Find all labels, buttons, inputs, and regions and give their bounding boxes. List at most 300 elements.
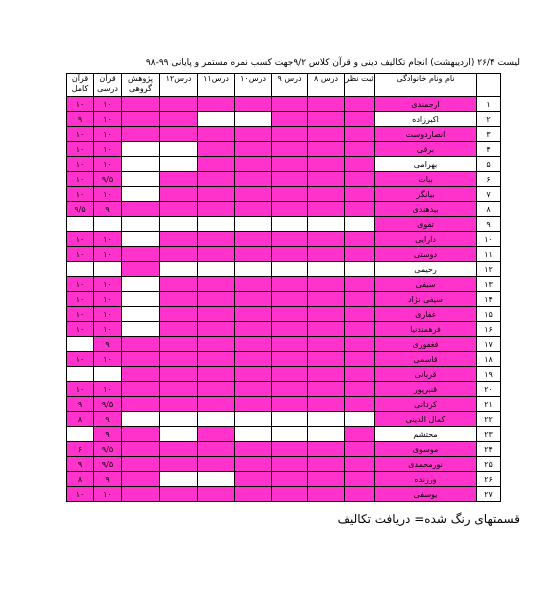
cell-lesson-10	[235, 112, 272, 127]
cell-quran-darsi	[94, 367, 122, 382]
cell-quran-kamel	[67, 427, 94, 442]
cell-quran-darsi: ۹/۵	[94, 442, 122, 457]
cell-group-research	[122, 322, 160, 337]
cell-opinion	[345, 307, 375, 322]
cell-lesson-8	[308, 127, 345, 142]
cell-lesson-8	[308, 97, 345, 112]
cell-quran-kamel: ۸	[67, 472, 94, 487]
cell-quran-kamel: ۱۰	[67, 307, 94, 322]
cell-row-number: ۲۲	[477, 412, 501, 427]
cell-student-name: قربانی	[375, 367, 477, 382]
cell-opinion	[345, 352, 375, 367]
cell-lesson-9	[272, 112, 308, 127]
cell-group-research	[122, 142, 160, 157]
cell-lesson-10	[235, 217, 272, 232]
header-lesson-10: درس۱۰	[235, 74, 272, 97]
cell-group-research	[122, 232, 160, 247]
cell-opinion	[345, 367, 375, 382]
cell-student-name: کمال الدینی	[375, 412, 477, 427]
cell-lesson-9	[272, 352, 308, 367]
cell-lesson-10	[235, 232, 272, 247]
cell-lesson-12	[160, 172, 198, 187]
cell-quran-kamel: ۱۰	[67, 322, 94, 337]
cell-quran-kamel: ۱۰	[67, 247, 94, 262]
cell-lesson-11	[198, 292, 235, 307]
cell-lesson-11	[198, 382, 235, 397]
table-row	[67, 487, 501, 502]
cell-lesson-12	[160, 202, 198, 217]
cell-lesson-9	[272, 292, 308, 307]
cell-lesson-8	[308, 352, 345, 367]
cell-lesson-12	[160, 307, 198, 322]
cell-lesson-12	[160, 127, 198, 142]
cell-opinion	[345, 262, 375, 277]
cell-row-number: ۱۴	[477, 292, 501, 307]
cell-lesson-12	[160, 157, 198, 172]
cell-lesson-10	[235, 142, 272, 157]
table-row	[67, 187, 501, 202]
cell-student-name: غفاری	[375, 307, 477, 322]
cell-lesson-10	[235, 487, 272, 502]
cell-quran-darsi	[94, 262, 122, 277]
cell-student-name: فغفوری	[375, 337, 477, 352]
cell-student-name: محتشم	[375, 427, 477, 442]
cell-lesson-12	[160, 457, 198, 472]
cell-lesson-9	[272, 367, 308, 382]
cell-opinion	[345, 487, 375, 502]
cell-opinion	[345, 397, 375, 412]
table-row	[67, 337, 501, 352]
cell-quran-kamel: ۶	[67, 442, 94, 457]
cell-lesson-9	[272, 142, 308, 157]
cell-group-research	[122, 97, 160, 112]
cell-student-name: دوستی	[375, 247, 477, 262]
cell-quran-kamel: ۱۰	[67, 157, 94, 172]
cell-lesson-12	[160, 142, 198, 157]
cell-group-research	[122, 367, 160, 382]
cell-lesson-10	[235, 352, 272, 367]
cell-lesson-9	[272, 427, 308, 442]
cell-quran-darsi: ۱۰	[94, 487, 122, 502]
cell-lesson-8	[308, 427, 345, 442]
cell-lesson-11	[198, 217, 235, 232]
cell-quran-kamel: ۱۰	[67, 277, 94, 292]
cell-lesson-8	[308, 232, 345, 247]
cell-opinion	[345, 142, 375, 157]
cell-opinion	[345, 292, 375, 307]
cell-row-number: ۱۱	[477, 247, 501, 262]
cell-lesson-8	[308, 367, 345, 382]
cell-lesson-10	[235, 472, 272, 487]
cell-lesson-12	[160, 352, 198, 367]
cell-quran-darsi: ۹	[94, 202, 122, 217]
cell-lesson-11	[198, 247, 235, 262]
cell-group-research	[122, 487, 160, 502]
table-row	[67, 217, 501, 232]
cell-lesson-8	[308, 157, 345, 172]
cell-row-number: ۱	[477, 97, 501, 112]
header-lesson-12: درس۱۲	[160, 74, 198, 97]
cell-group-research	[122, 172, 160, 187]
cell-lesson-12	[160, 367, 198, 382]
cell-lesson-11	[198, 352, 235, 367]
cell-lesson-11	[198, 367, 235, 382]
cell-lesson-12	[160, 112, 198, 127]
cell-lesson-11	[198, 127, 235, 142]
cell-student-name: قاسمی	[375, 352, 477, 367]
cell-lesson-10	[235, 202, 272, 217]
cell-group-research	[122, 412, 160, 427]
cell-group-research	[122, 337, 160, 352]
cell-quran-darsi: ۱۰	[94, 382, 122, 397]
cell-row-number: ۱۵	[477, 307, 501, 322]
table-row	[67, 442, 501, 457]
table-row	[67, 292, 501, 307]
cell-lesson-10	[235, 97, 272, 112]
cell-quran-kamel	[67, 367, 94, 382]
homework-table	[66, 73, 501, 502]
cell-lesson-8	[308, 292, 345, 307]
cell-lesson-11	[198, 97, 235, 112]
cell-row-number: ۸	[477, 202, 501, 217]
cell-row-number: ۹	[477, 217, 501, 232]
table-row	[67, 307, 501, 322]
cell-lesson-9	[272, 337, 308, 352]
table-row	[67, 277, 501, 292]
cell-lesson-11	[198, 412, 235, 427]
cell-lesson-8	[308, 172, 345, 187]
cell-opinion	[345, 412, 375, 427]
cell-group-research	[122, 247, 160, 262]
cell-lesson-9	[272, 472, 308, 487]
cell-student-name: قنبرپور	[375, 382, 477, 397]
cell-lesson-8	[308, 277, 345, 292]
cell-lesson-10	[235, 397, 272, 412]
cell-lesson-9	[272, 487, 308, 502]
cell-lesson-9	[272, 172, 308, 187]
cell-row-number: ۳	[477, 127, 501, 142]
cell-lesson-12	[160, 292, 198, 307]
header-group-research: پژوهش گروهی	[122, 74, 160, 97]
cell-group-research	[122, 352, 160, 367]
table-row	[67, 232, 501, 247]
cell-student-name: فرهمندنیا	[375, 322, 477, 337]
cell-quran-kamel	[67, 262, 94, 277]
table-row	[67, 202, 501, 217]
cell-quran-darsi: ۹/۵	[94, 172, 122, 187]
header-number	[477, 74, 501, 97]
cell-quran-kamel: ۹	[67, 112, 94, 127]
cell-student-name: نورمحمدی	[375, 457, 477, 472]
header-quran-kamel: قرآن کامل	[67, 74, 94, 97]
cell-lesson-10	[235, 292, 272, 307]
cell-lesson-11	[198, 442, 235, 457]
cell-quran-darsi: ۱۰	[94, 127, 122, 142]
table-row	[67, 367, 501, 382]
table-row	[67, 262, 501, 277]
table-row	[67, 247, 501, 262]
cell-lesson-10	[235, 367, 272, 382]
cell-student-name: برقی	[375, 142, 477, 157]
header-opinion: ثبت نظر	[345, 74, 375, 97]
table-body	[67, 97, 501, 502]
cell-lesson-11	[198, 487, 235, 502]
cell-group-research	[122, 397, 160, 412]
cell-group-research	[122, 157, 160, 172]
cell-lesson-12	[160, 337, 198, 352]
cell-lesson-11	[198, 337, 235, 352]
cell-group-research	[122, 457, 160, 472]
cell-group-research	[122, 427, 160, 442]
cell-student-name: ورزنده	[375, 472, 477, 487]
cell-lesson-11	[198, 187, 235, 202]
cell-lesson-10	[235, 127, 272, 142]
cell-quran-kamel: ۱۰	[67, 352, 94, 367]
cell-lesson-11	[198, 172, 235, 187]
cell-student-name: موسوی	[375, 442, 477, 457]
cell-lesson-10	[235, 277, 272, 292]
cell-lesson-8	[308, 202, 345, 217]
cell-group-research	[122, 292, 160, 307]
cell-student-name: تقوی	[375, 217, 477, 232]
cell-opinion	[345, 127, 375, 142]
cell-quran-darsi: ۱۰	[94, 187, 122, 202]
cell-opinion	[345, 172, 375, 187]
cell-group-research	[122, 262, 160, 277]
cell-row-number: ۲۴	[477, 442, 501, 457]
cell-lesson-9	[272, 442, 308, 457]
cell-lesson-8	[308, 442, 345, 457]
cell-student-name: کردانی	[375, 397, 477, 412]
cell-quran-darsi: ۱۰	[94, 352, 122, 367]
cell-row-number: ۱۰	[477, 232, 501, 247]
cell-lesson-12	[160, 262, 198, 277]
cell-quran-darsi: ۱۰	[94, 322, 122, 337]
cell-lesson-12	[160, 382, 198, 397]
cell-lesson-10	[235, 442, 272, 457]
cell-quran-kamel: ۱۰	[67, 487, 94, 502]
cell-lesson-12	[160, 412, 198, 427]
cell-group-research	[122, 112, 160, 127]
table-row	[67, 472, 501, 487]
cell-lesson-8	[308, 472, 345, 487]
cell-quran-darsi: ۹	[94, 337, 122, 352]
cell-lesson-11	[198, 142, 235, 157]
cell-lesson-12	[160, 472, 198, 487]
cell-quran-darsi: ۹/۵	[94, 397, 122, 412]
cell-quran-kamel: ۹	[67, 457, 94, 472]
cell-lesson-9	[272, 412, 308, 427]
cell-lesson-10	[235, 157, 272, 172]
cell-row-number: ۲	[477, 112, 501, 127]
table-row	[67, 112, 501, 127]
cell-lesson-10	[235, 322, 272, 337]
cell-quran-kamel	[67, 217, 94, 232]
cell-opinion	[345, 247, 375, 262]
cell-lesson-11	[198, 202, 235, 217]
cell-student-name: سیفی نژاد	[375, 292, 477, 307]
table-row	[67, 127, 501, 142]
cell-opinion	[345, 202, 375, 217]
cell-quran-darsi	[94, 217, 122, 232]
cell-group-research	[122, 307, 160, 322]
cell-lesson-12	[160, 187, 198, 202]
cell-lesson-10	[235, 382, 272, 397]
cell-row-number: ۲۵	[477, 457, 501, 472]
cell-quran-darsi: ۱۰	[94, 97, 122, 112]
cell-row-number: ۲۷	[477, 487, 501, 502]
cell-lesson-9	[272, 127, 308, 142]
cell-quran-kamel: ۱۰	[67, 232, 94, 247]
cell-opinion	[345, 337, 375, 352]
cell-quran-kamel	[67, 337, 94, 352]
cell-lesson-9	[272, 382, 308, 397]
cell-row-number: ۱۶	[477, 322, 501, 337]
table-row	[67, 382, 501, 397]
cell-row-number: ۱۳	[477, 277, 501, 292]
cell-opinion	[345, 97, 375, 112]
cell-lesson-8	[308, 112, 345, 127]
cell-lesson-8	[308, 382, 345, 397]
cell-lesson-10	[235, 457, 272, 472]
cell-lesson-10	[235, 427, 272, 442]
cell-quran-kamel: ۱۰	[67, 142, 94, 157]
cell-opinion	[345, 217, 375, 232]
cell-opinion	[345, 442, 375, 457]
cell-lesson-12	[160, 442, 198, 457]
cell-lesson-9	[272, 217, 308, 232]
cell-opinion	[345, 457, 375, 472]
cell-lesson-10	[235, 247, 272, 262]
cell-lesson-9	[272, 277, 308, 292]
cell-row-number: ۲۳	[477, 427, 501, 442]
cell-lesson-9	[272, 247, 308, 262]
cell-student-name: ارجمندی	[375, 97, 477, 112]
cell-lesson-8	[308, 307, 345, 322]
cell-group-research	[122, 127, 160, 142]
cell-quran-kamel: ۹/۵	[67, 202, 94, 217]
cell-student-name: بیانگر	[375, 187, 477, 202]
cell-row-number: ۲۶	[477, 472, 501, 487]
cell-lesson-11	[198, 157, 235, 172]
cell-quran-kamel: ۱۰	[67, 382, 94, 397]
cell-quran-darsi: ۱۰	[94, 277, 122, 292]
cell-group-research	[122, 187, 160, 202]
cell-row-number: ۴	[477, 142, 501, 157]
cell-lesson-11	[198, 277, 235, 292]
cell-student-name: بهرامی	[375, 157, 477, 172]
cell-lesson-10	[235, 262, 272, 277]
cell-lesson-10	[235, 337, 272, 352]
cell-opinion	[345, 112, 375, 127]
cell-student-name: بیات	[375, 172, 477, 187]
cell-lesson-8	[308, 187, 345, 202]
cell-quran-darsi: ۱۰	[94, 247, 122, 262]
cell-lesson-8	[308, 247, 345, 262]
table-row	[67, 142, 501, 157]
cell-group-research	[122, 217, 160, 232]
cell-student-name: انصاردوست	[375, 127, 477, 142]
cell-lesson-11	[198, 427, 235, 442]
cell-lesson-9	[272, 157, 308, 172]
cell-lesson-9	[272, 97, 308, 112]
cell-student-name: اکبرزاده	[375, 112, 477, 127]
table-row	[67, 412, 501, 427]
header-lesson-8: درس ۸	[308, 74, 345, 97]
cell-lesson-10	[235, 307, 272, 322]
cell-quran-darsi: ۹	[94, 427, 122, 442]
cell-lesson-12	[160, 217, 198, 232]
cell-student-name: بیدهندی	[375, 202, 477, 217]
cell-row-number: ۱۹	[477, 367, 501, 382]
cell-lesson-10	[235, 412, 272, 427]
cell-quran-darsi: ۱۰	[94, 157, 122, 172]
cell-lesson-8	[308, 262, 345, 277]
cell-row-number: ۲۰	[477, 382, 501, 397]
cell-group-research	[122, 442, 160, 457]
cell-lesson-12	[160, 397, 198, 412]
table-row	[67, 172, 501, 187]
cell-lesson-8	[308, 217, 345, 232]
cell-quran-kamel: ۱۰	[67, 187, 94, 202]
cell-lesson-9	[272, 187, 308, 202]
cell-quran-kamel: ۸	[67, 412, 94, 427]
cell-opinion	[345, 232, 375, 247]
table-row	[67, 457, 501, 472]
cell-lesson-12	[160, 427, 198, 442]
cell-lesson-9	[272, 397, 308, 412]
table-row	[67, 322, 501, 337]
cell-quran-darsi: ۱۰	[94, 307, 122, 322]
cell-row-number: ۱۲	[477, 262, 501, 277]
cell-lesson-11	[198, 307, 235, 322]
cell-opinion	[345, 322, 375, 337]
legend-note: قسمتهای رنگ شده= دریافت تکالیف	[337, 512, 520, 526]
cell-lesson-10	[235, 187, 272, 202]
cell-group-research	[122, 472, 160, 487]
cell-opinion	[345, 382, 375, 397]
header-row	[67, 74, 501, 97]
cell-lesson-9	[272, 322, 308, 337]
cell-lesson-12	[160, 322, 198, 337]
cell-lesson-11	[198, 457, 235, 472]
cell-quran-darsi: ۱۰	[94, 142, 122, 157]
cell-quran-darsi: ۱۰	[94, 292, 122, 307]
header-lesson-9: درس ۹	[272, 74, 308, 97]
cell-lesson-11	[198, 262, 235, 277]
table-row	[67, 397, 501, 412]
cell-row-number: ۶	[477, 172, 501, 187]
cell-lesson-8	[308, 397, 345, 412]
header-lesson-11: درس۱۱	[198, 74, 235, 97]
cell-quran-darsi: ۹	[94, 412, 122, 427]
cell-student-name: رحیمی	[375, 262, 477, 277]
cell-opinion	[345, 427, 375, 442]
cell-lesson-11	[198, 322, 235, 337]
cell-group-research	[122, 202, 160, 217]
cell-lesson-8	[308, 412, 345, 427]
cell-row-number: ۲۱	[477, 397, 501, 412]
cell-lesson-9	[272, 457, 308, 472]
cell-row-number: ۱۷	[477, 337, 501, 352]
cell-row-number: ۱۸	[477, 352, 501, 367]
cell-opinion	[345, 187, 375, 202]
cell-quran-kamel: ۹	[67, 397, 94, 412]
cell-lesson-9	[272, 262, 308, 277]
cell-lesson-12	[160, 277, 198, 292]
cell-lesson-11	[198, 397, 235, 412]
cell-lesson-12	[160, 247, 198, 262]
